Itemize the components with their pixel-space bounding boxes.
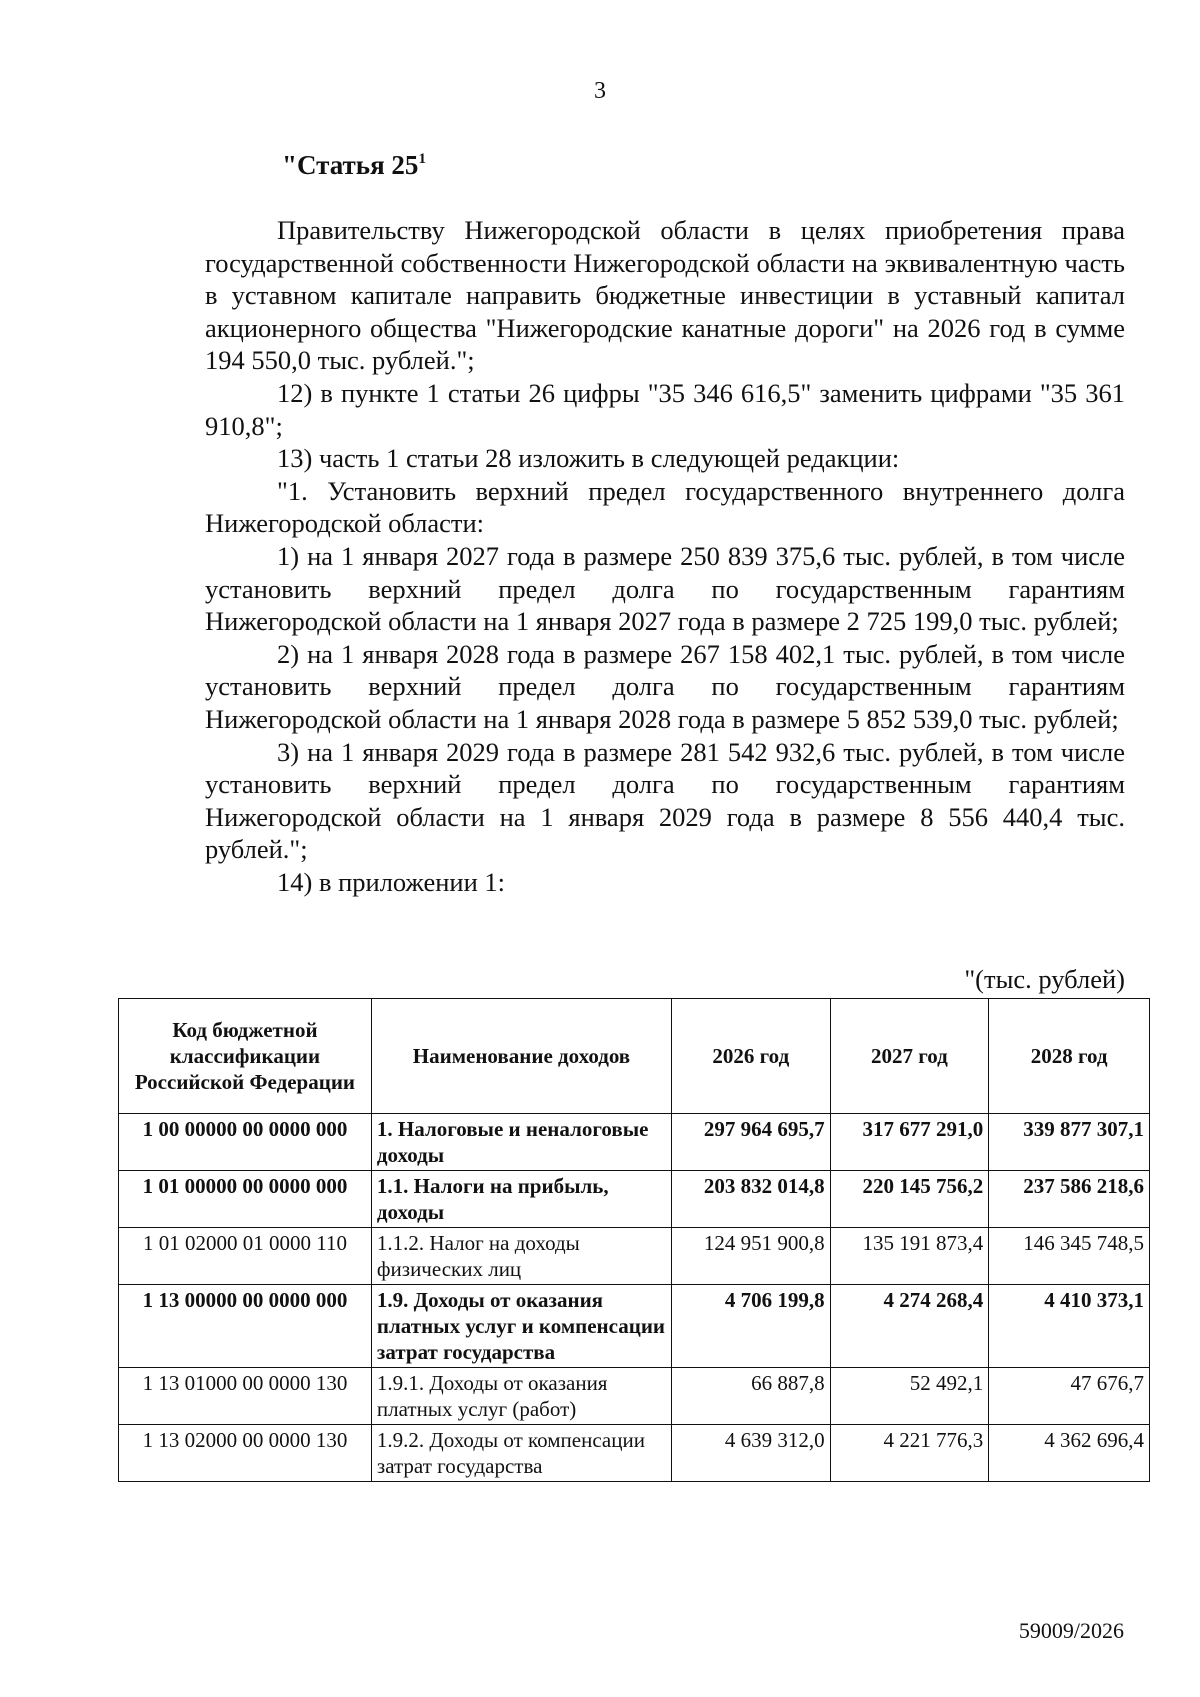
paragraph-debt-limit: "1. Установить верхний предел государственного внутреннего долга Нижегородской области:	[205, 475, 1125, 539]
cell-name: 1.1.2. Налог на доходы физических лиц	[371, 1228, 671, 1285]
cell-2028: 4 362 696,4	[989, 1425, 1150, 1482]
cell-2027: 4 221 776,3	[830, 1425, 989, 1482]
cell-name: 1.9. Доходы от оказания платных услуг и компенсации затрат государства	[371, 1285, 671, 1368]
table-row	[119, 1425, 1150, 1482]
document-number: 59009/2026	[1018, 1618, 1124, 1643]
cell-2027: 220 145 756,2	[830, 1171, 989, 1228]
cell-2026: 4 706 199,8	[672, 1285, 831, 1368]
paragraph-article-text: Правительству Нижегородской области в целях приобретения права государственной собственности Нижегородской области на эквивалентную часть в уставном капитале направить бюджетные инвестиции в уставный капитал акционерного общества "Нижегородские канатные дороги" на 2026 год в сумме 194 550,0 тыс. рублей.";	[205, 215, 1125, 376]
header-2027: 2027 год	[830, 999, 989, 1114]
paragraph-debt-2028: 2) на 1 января 2028 года в размере 267 158 402,1 тыс. рублей, в том числе установить верхний предел долга по государственным гарантиям Нижегородской области на 1 января 2028 года в размере 5 852 539,0 тыс. рублей;	[205, 638, 1125, 734]
article-title	[282, 150, 426, 181]
cell-2026: 4 639 312,0	[672, 1425, 831, 1482]
cell-2028: 47 676,7	[989, 1368, 1150, 1425]
header-code: Код бюджетной классификации Российской Федерации	[119, 999, 372, 1114]
revenue-table	[118, 998, 1150, 1482]
table-row	[119, 1228, 1150, 1285]
table-header-row	[119, 999, 1150, 1114]
cell-name: 1.9.1. Доходы от оказания платных услуг (работ)	[371, 1368, 671, 1425]
cell-2028: 237 586 218,6	[989, 1171, 1150, 1228]
paragraph-item-14: 14) в приложении 1:	[277, 866, 506, 897]
cell-2027: 317 677 291,0	[830, 1114, 989, 1171]
header-name: Наименование доходов	[371, 999, 671, 1114]
cell-2027: 135 191 873,4	[830, 1228, 989, 1285]
cell-2028: 339 877 307,1	[989, 1114, 1150, 1171]
article-title-text: "Статья 25	[282, 150, 419, 180]
cell-2028: 146 345 748,5	[989, 1228, 1150, 1285]
paragraph-debt-2029: 3) на 1 января 2029 года в размере 281 542 932,6 тыс. рублей, в том числе установить верхний предел долга по государственным гарантиям Нижегородской области на 1 января 2029 года в размере 8 556 440,4 тыс. рублей.";	[205, 736, 1125, 865]
cell-2027: 4 274 268,4	[830, 1285, 989, 1368]
paragraph-item-12: 12) в пункте 1 статьи 26 цифры "35 346 616,5" заменить цифрами "35 361 910,8";	[205, 377, 1125, 441]
paragraph-item-13: 13) часть 1 статьи 28 изложить в следующей редакции:	[277, 443, 900, 474]
cell-name: 1.9.2. Доходы от компенсации затрат государства	[371, 1425, 671, 1482]
table-row	[119, 1285, 1150, 1368]
cell-code: 1 13 02000 00 0000 130	[119, 1425, 372, 1482]
table-row	[119, 1171, 1150, 1228]
cell-name: 1.1. Налоги на прибыль, доходы	[371, 1171, 671, 1228]
cell-code: 1 00 00000 00 0000 000	[119, 1114, 372, 1171]
article-title-superscript: 1	[418, 151, 426, 167]
header-2026: 2026 год	[672, 999, 831, 1114]
cell-2028: 4 410 373,1	[989, 1285, 1150, 1368]
paragraph-debt-2027: 1) на 1 января 2027 года в размере 250 839 375,6 тыс. рублей, в том числе установить верхний предел долга по государственным гарантиям Нижегородской области на 1 января 2027 года в размере 2 725 199,0 тыс. рублей;	[205, 540, 1125, 637]
units-note: "(тыс. рублей)	[964, 964, 1125, 994]
body-text	[205, 214, 1125, 898]
cell-code: 1 13 00000 00 0000 000	[119, 1285, 372, 1368]
cell-name: 1. Налоговые и неналоговые доходы	[371, 1114, 671, 1171]
cell-code: 1 13 01000 00 0000 130	[119, 1368, 372, 1425]
cell-2026: 203 832 014,8	[672, 1171, 831, 1228]
cell-code: 1 01 02000 01 0000 110	[119, 1228, 372, 1285]
header-2028: 2028 год	[989, 999, 1150, 1114]
cell-2026: 66 887,8	[672, 1368, 831, 1425]
cell-code: 1 01 00000 00 0000 000	[119, 1171, 372, 1228]
cell-2027: 52 492,1	[830, 1368, 989, 1425]
table-row	[119, 1368, 1150, 1425]
cell-2026: 124 951 900,8	[672, 1228, 831, 1285]
cell-2026: 297 964 695,7	[672, 1114, 831, 1171]
table-row	[119, 1114, 1150, 1171]
page-number: 3	[594, 78, 606, 104]
